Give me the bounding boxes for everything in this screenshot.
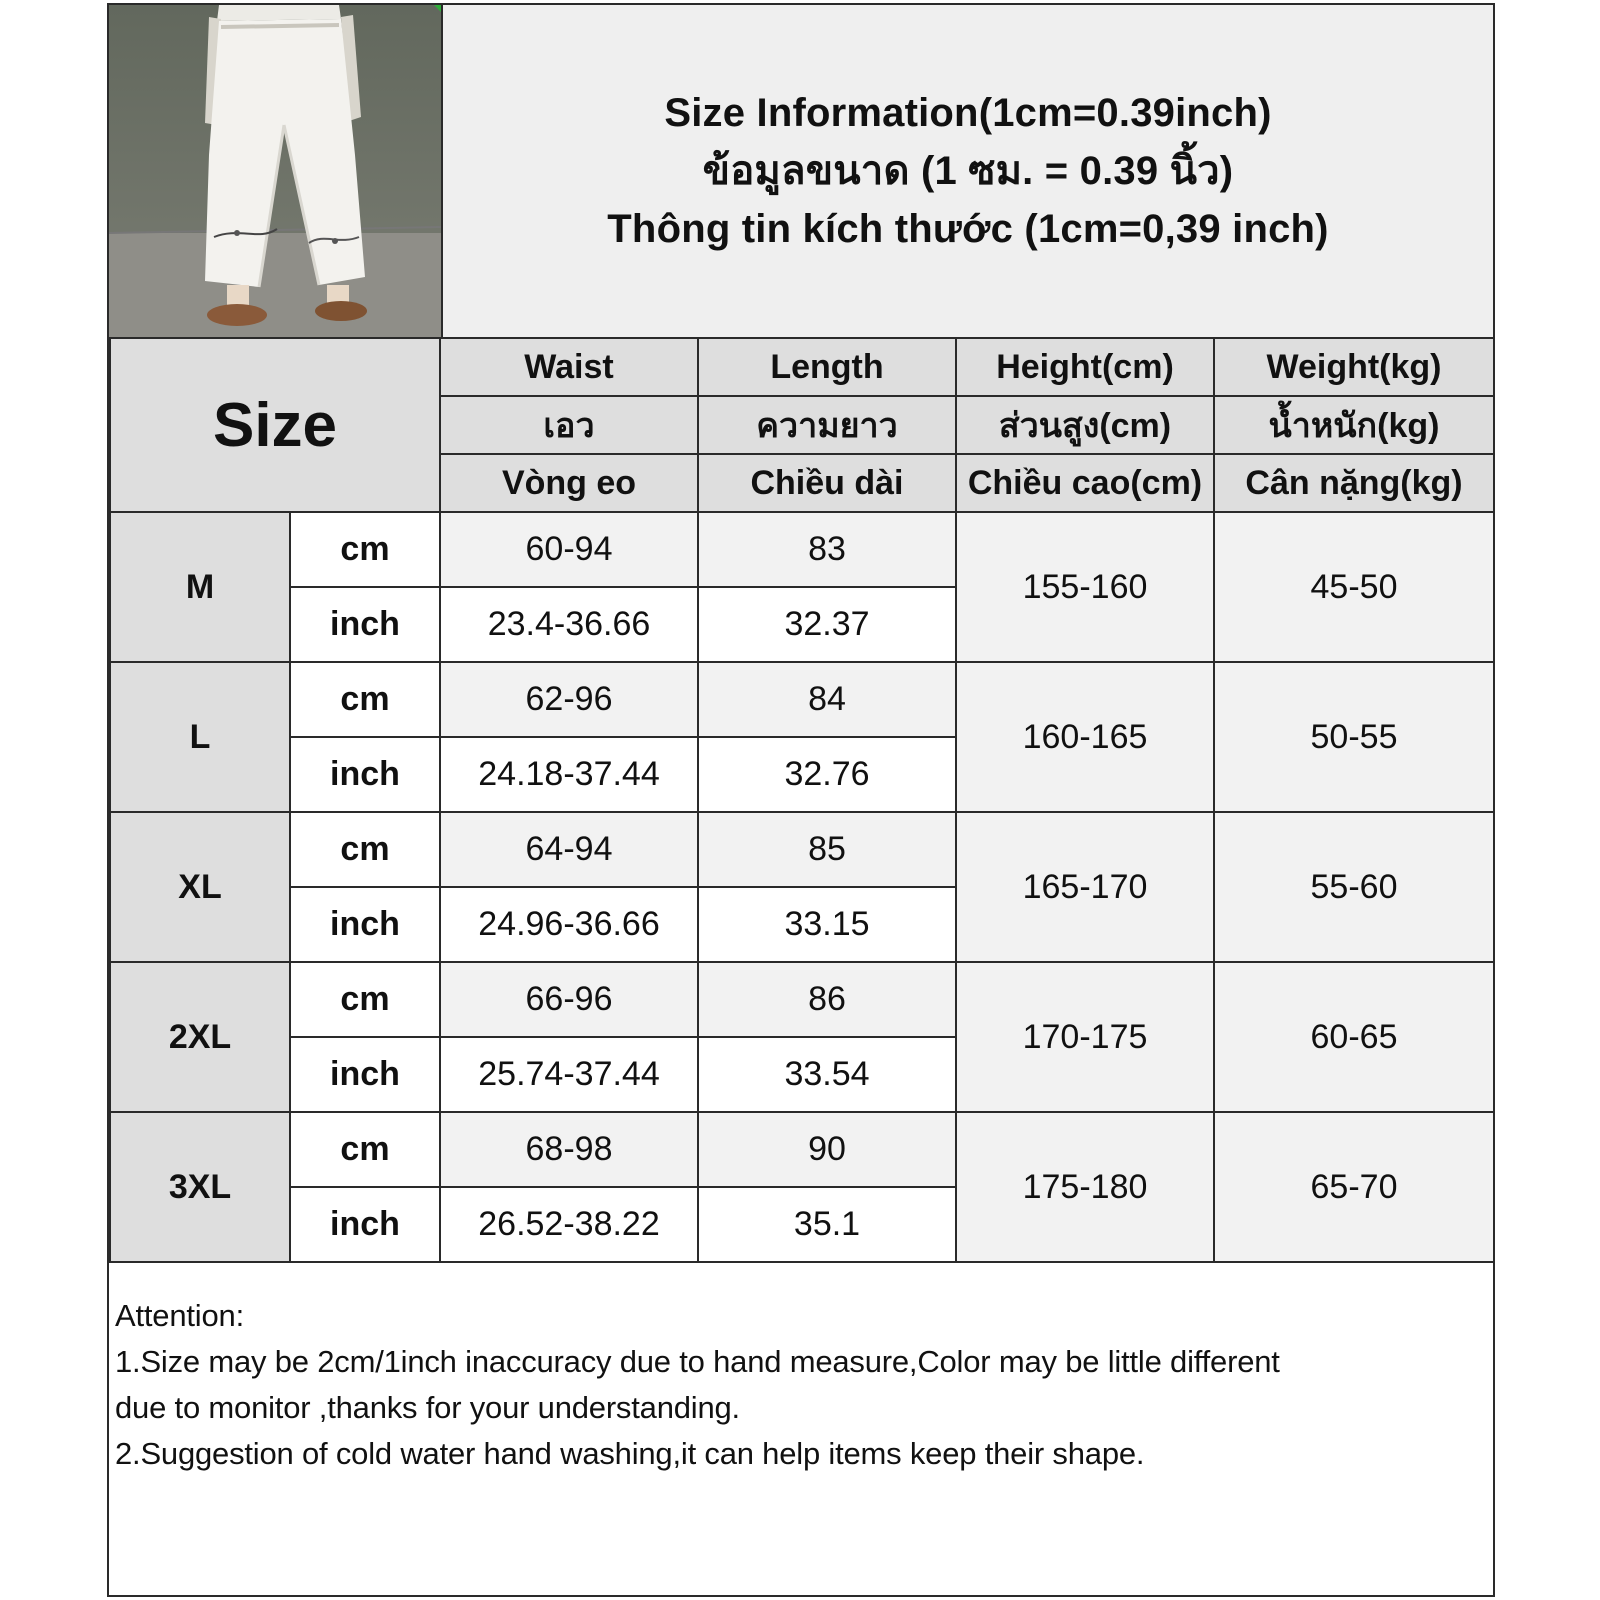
header-length-vi: Chiều dài <box>698 454 956 512</box>
size-label: L <box>110 662 290 812</box>
header-waist-en: Waist <box>440 338 698 396</box>
header-waist-th: เอว <box>440 396 698 454</box>
title-thai: ข้อมูลขนาด (1 ซม. = 0.39 นิ้ว) <box>702 149 1234 193</box>
size-table <box>109 337 1495 1263</box>
header-height-en: Height(cm) <box>956 338 1214 396</box>
size-info-title <box>441 5 1493 337</box>
size-column-header: Size <box>110 338 440 512</box>
length-inch-value: 35.1 <box>698 1187 956 1262</box>
height-value: 175-180 <box>956 1112 1214 1262</box>
length-inch-value: 33.15 <box>698 887 956 962</box>
unit-cm-label: cm <box>290 512 440 587</box>
waist-inch-value: 24.96-36.66 <box>440 887 698 962</box>
product-photo-image <box>109 5 441 337</box>
height-value: 160-165 <box>956 662 1214 812</box>
table-row <box>110 962 1494 1037</box>
waist-cm-value: 64-94 <box>440 812 698 887</box>
header-height-vi: Chiều cao(cm) <box>956 454 1214 512</box>
unit-cm-label: cm <box>290 662 440 737</box>
header-weight-en: Weight(kg) <box>1214 338 1494 396</box>
unit-cm-label: cm <box>290 1112 440 1187</box>
unit-cm-label: cm <box>290 962 440 1037</box>
header-length-th: ความยาว <box>698 396 956 454</box>
title-vietnamese: Thông tin kích thước (1cm=0,39 inch) <box>607 207 1329 251</box>
unit-cm-label: cm <box>290 812 440 887</box>
weight-value: 55-60 <box>1214 812 1494 962</box>
table-row <box>110 662 1494 737</box>
table-row <box>110 512 1494 587</box>
notes-line-3: 2.Suggestion of cold water hand washing,it can help items keep their shape. <box>115 1436 1145 1471</box>
size-chart-sheet <box>107 3 1495 1597</box>
unit-inch-label: inch <box>290 1187 440 1262</box>
product-photo <box>109 5 441 337</box>
weight-value: 60-65 <box>1214 962 1494 1112</box>
height-value: 165-170 <box>956 812 1214 962</box>
height-value: 155-160 <box>956 512 1214 662</box>
table-row <box>110 812 1494 887</box>
waist-inch-value: 26.52-38.22 <box>440 1187 698 1262</box>
length-inch-value: 32.76 <box>698 737 956 812</box>
waist-inch-value: 25.74-37.44 <box>440 1037 698 1112</box>
header-height-th: ส่วนสูง(cm) <box>956 396 1214 454</box>
notes-heading: Attention: <box>115 1298 244 1333</box>
length-cm-value: 85 <box>698 812 956 887</box>
waist-inch-value: 24.18-37.44 <box>440 737 698 812</box>
header-length-en: Length <box>698 338 956 396</box>
length-inch-value: 33.54 <box>698 1037 956 1112</box>
table-row <box>110 1112 1494 1187</box>
unit-inch-label: inch <box>290 887 440 962</box>
unit-inch-label: inch <box>290 587 440 662</box>
length-cm-value: 90 <box>698 1112 956 1187</box>
height-value: 170-175 <box>956 962 1214 1112</box>
size-label: XL <box>110 812 290 962</box>
unit-inch-label: inch <box>290 1037 440 1112</box>
length-cm-value: 86 <box>698 962 956 1037</box>
notes-line-1: 1.Size may be 2cm/1inch inaccuracy due to hand measure,Color may be little different <box>115 1344 1280 1379</box>
weight-value: 50-55 <box>1214 662 1494 812</box>
length-cm-value: 83 <box>698 512 956 587</box>
header-waist-vi: Vòng eo <box>440 454 698 512</box>
title-english: Size Information(1cm=0.39inch) <box>664 91 1272 135</box>
size-label: 2XL <box>110 962 290 1112</box>
size-label: 3XL <box>110 1112 290 1262</box>
waist-cm-value: 66-96 <box>440 962 698 1037</box>
waist-cm-value: 68-98 <box>440 1112 698 1187</box>
weight-value: 65-70 <box>1214 1112 1494 1262</box>
header-weight-vi: Cân nặng(kg) <box>1214 454 1494 512</box>
waist-cm-value: 60-94 <box>440 512 698 587</box>
size-label: M <box>110 512 290 662</box>
notes-line-2: due to monitor ,thanks for your understanding. <box>115 1390 740 1425</box>
waist-cm-value: 62-96 <box>440 662 698 737</box>
attention-notes <box>109 1289 1493 1595</box>
header-weight-th: น้ำหนัก(kg) <box>1214 396 1494 454</box>
length-inch-value: 32.37 <box>698 587 956 662</box>
waist-inch-value: 23.4-36.66 <box>440 587 698 662</box>
length-cm-value: 84 <box>698 662 956 737</box>
weight-value: 45-50 <box>1214 512 1494 662</box>
unit-inch-label: inch <box>290 737 440 812</box>
